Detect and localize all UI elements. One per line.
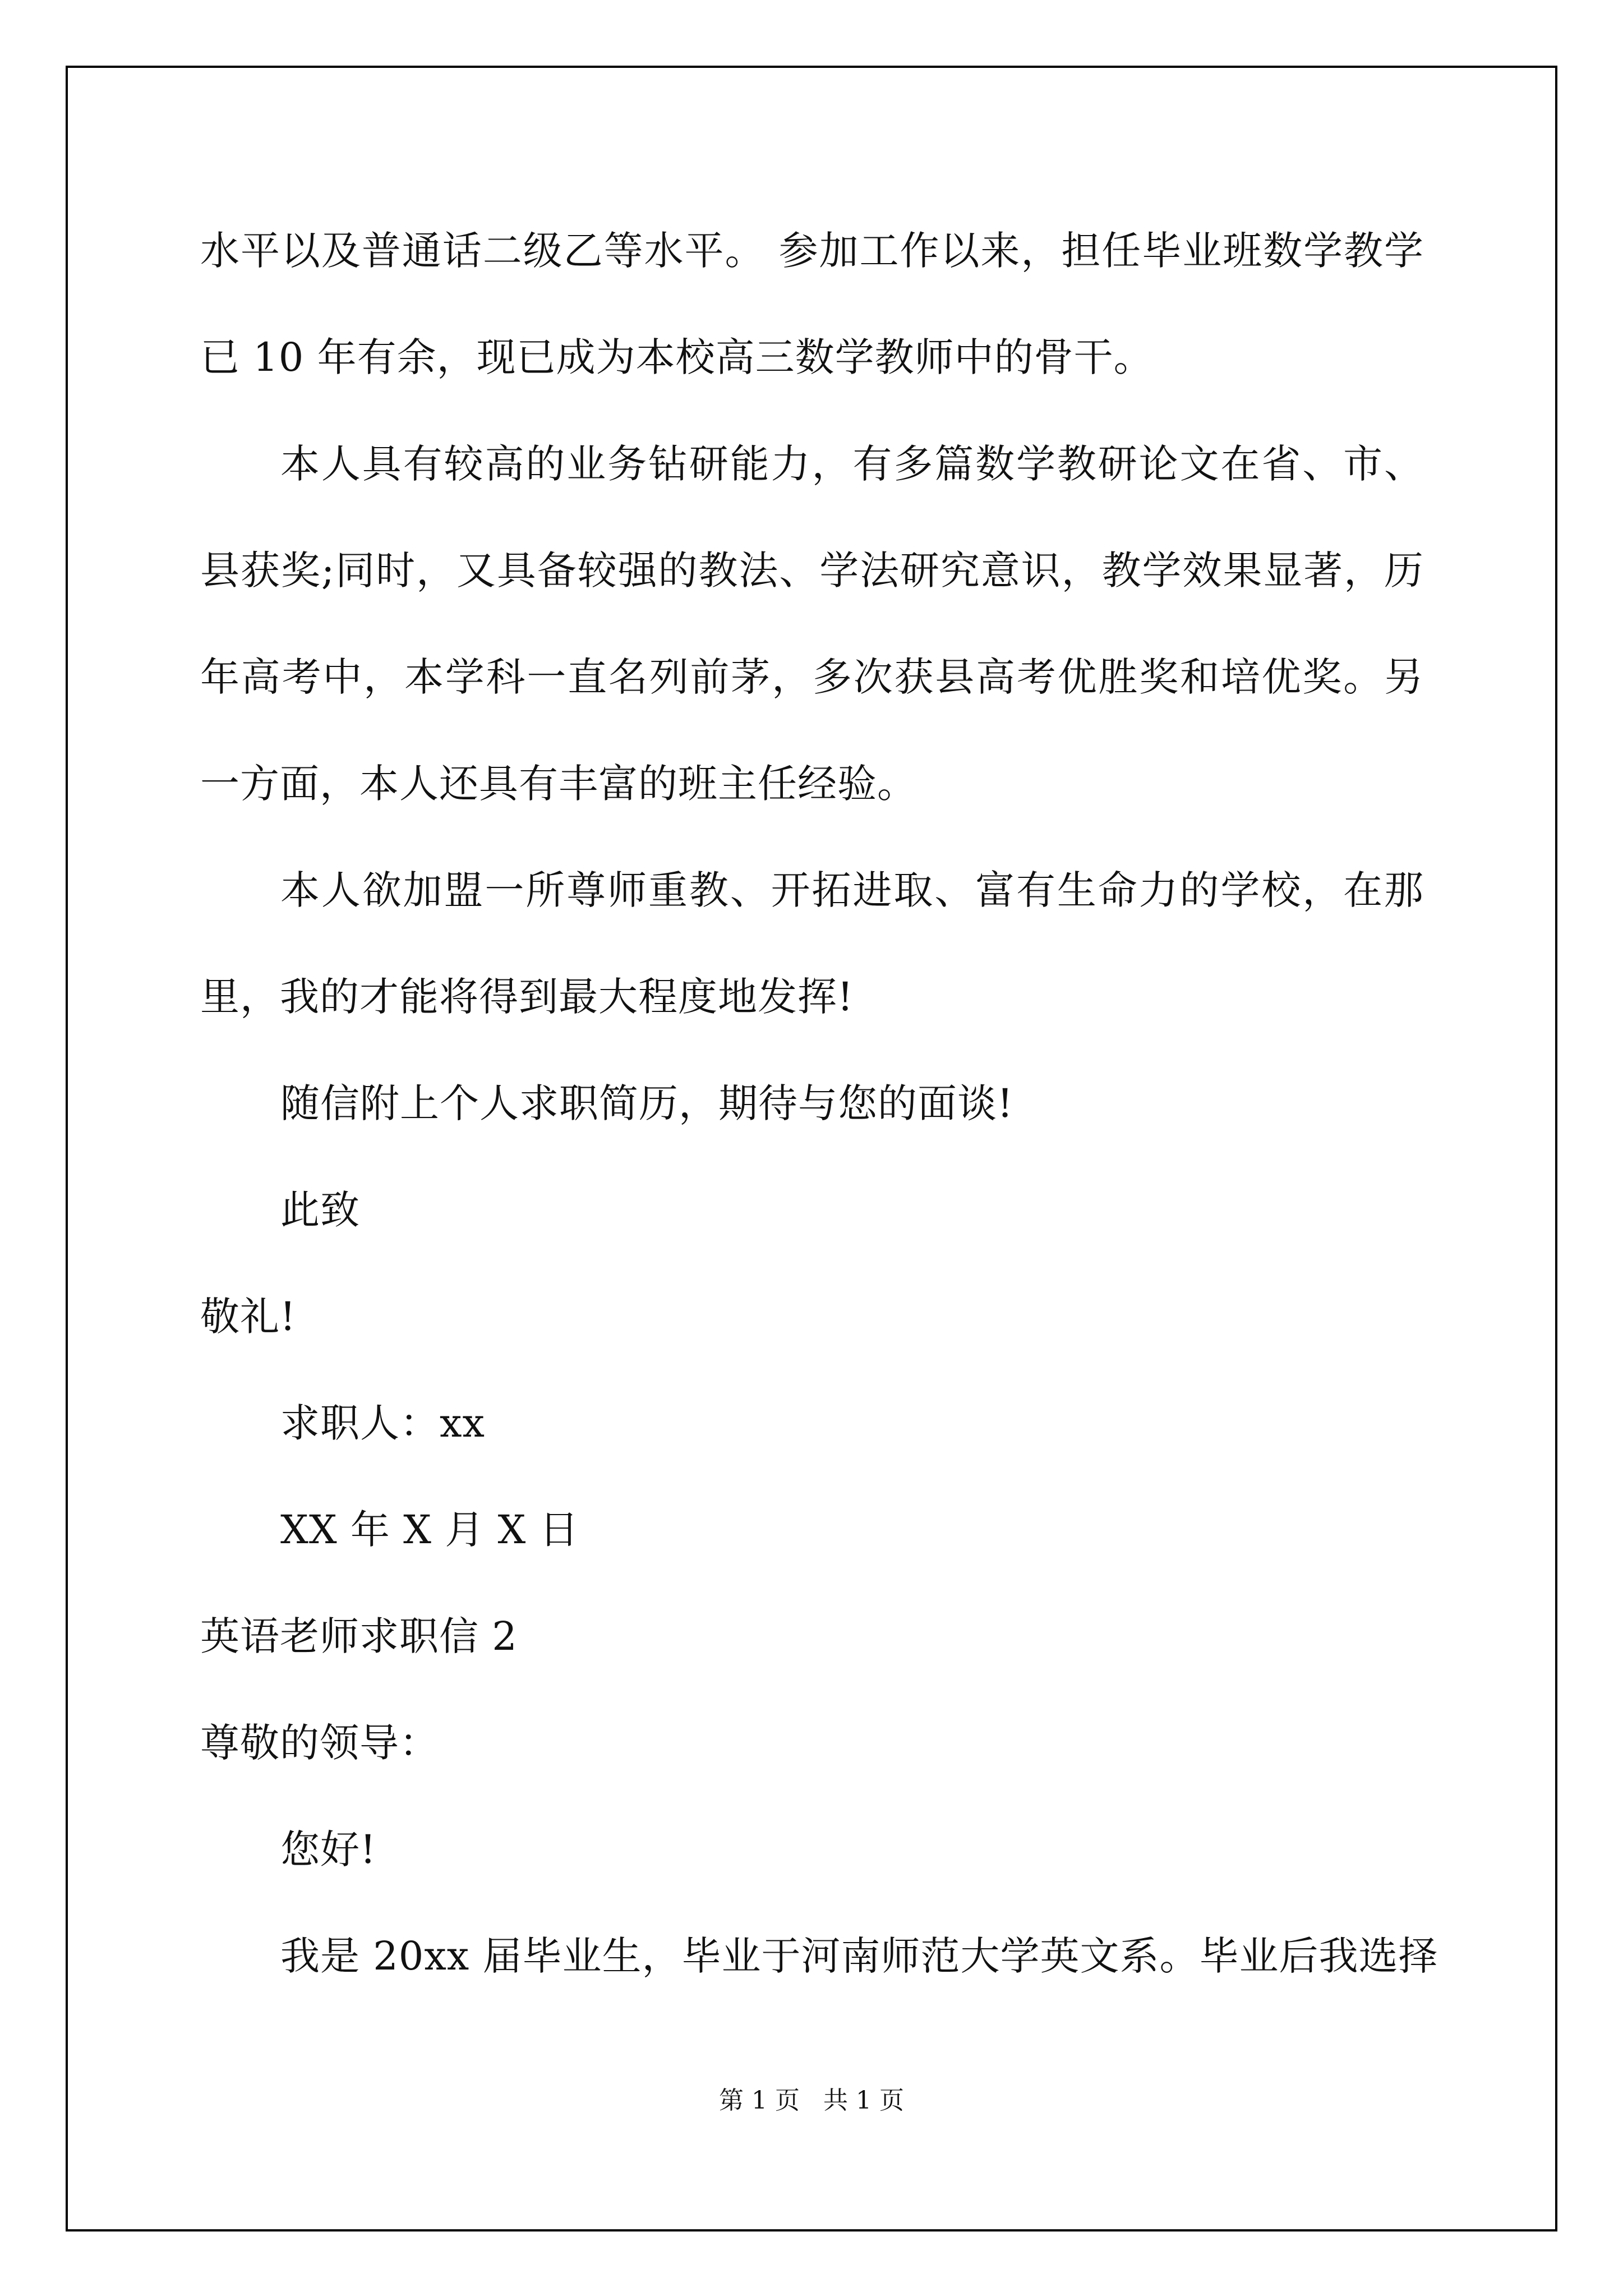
closing-salutation: 此致: [280, 1187, 360, 1233]
body-line-6: 一方面，本人还具有丰富的班主任经验。: [200, 761, 917, 807]
body-line-8: 里，我的才能将得到最大程度地发挥!: [200, 974, 854, 1020]
body-line-5: 年高考中，本学科一直名列前茅，多次获县高考优胜奖和培优奖。另: [200, 654, 1424, 700]
body-line-1: 水平以及普通话二级乙等水平。 参加工作以来，担任毕业班数学教学: [200, 228, 1424, 274]
closing-regards: 敬礼!: [200, 1294, 297, 1340]
body-line-17: 我是 20xx 届毕业生，毕业于河南师范大学英文系。毕业后我选择: [280, 1933, 1438, 1979]
page-footer: 第 1 页 共 1 页: [719, 2086, 904, 2115]
letter-addressee: 尊敬的领导：: [200, 1720, 439, 1766]
body-line-3: 本人具有较高的业务钻研能力，有多篇数学教研论文在省、市、: [280, 441, 1424, 487]
signature-date: XX 年 X 月 X 日: [280, 1507, 579, 1553]
section-title: 英语老师求职信 2: [200, 1613, 518, 1659]
page-border: [66, 66, 1557, 2231]
body-line-7: 本人欲加盟一所尊师重教、开拓进取、富有生命力的学校，在那: [280, 867, 1424, 913]
body-line-9: 随信附上个人求职简历，期待与您的面谈!: [280, 1080, 1014, 1126]
signature-name: 求职人：xx: [280, 1400, 485, 1446]
body-line-4: 县获奖;同时，又具备较强的教法、学法研究意识，教学效果显著，历: [200, 547, 1424, 593]
letter-greeting: 您好!: [280, 1826, 377, 1872]
body-line-2: 已 10 年有余，现已成为本校高三数学教师中的骨干。: [200, 334, 1154, 380]
